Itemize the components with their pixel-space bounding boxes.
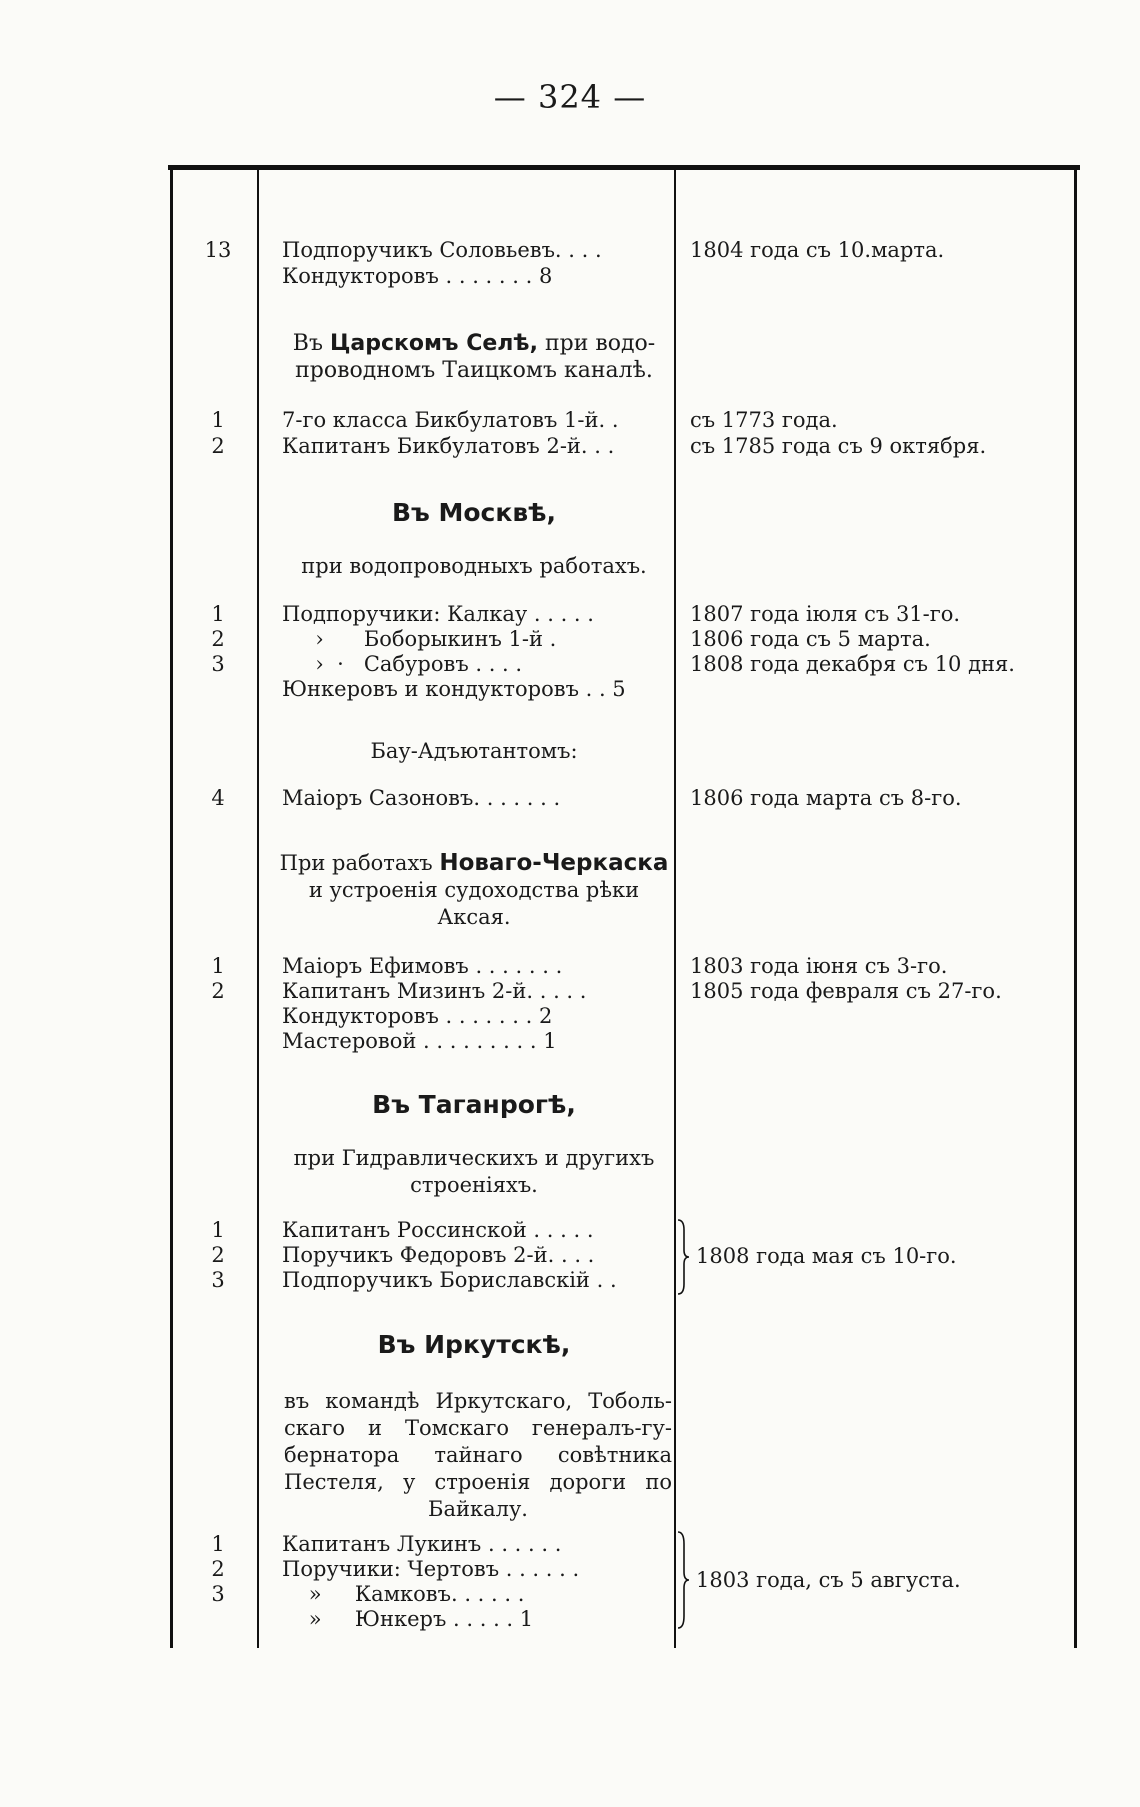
- group-date: 1808 года мая съ 10-го.: [696, 1244, 957, 1268]
- count-text: Кондукторовъ . . . . . . . 2: [282, 1004, 553, 1028]
- row-number: 4: [211, 786, 225, 810]
- count-text: » Юнкеръ . . . . . 1: [282, 1607, 534, 1631]
- table-row: [0, 408, 1140, 436]
- group-date: 1803 года, съ 5 августа.: [696, 1568, 961, 1592]
- table-row: [0, 1532, 1140, 1560]
- section-description-irkutsk: въ командѣ Иркутскаго, Тоболь- скаго и Томскаго генералъ-гу- бернатора тайнаго совѣтника Пестеля, у строенія дороги по Байкалу.: [284, 1389, 672, 1521]
- table-row: [0, 238, 1140, 266]
- row-name: Капитанъ Лукинъ . . . . . .: [282, 1532, 562, 1556]
- row-number: 1: [211, 954, 225, 978]
- row-number: 13: [204, 238, 232, 262]
- count-text: Юнкеровъ и кондукторовъ . . 5: [282, 677, 626, 701]
- row-date: съ 1773 года.: [690, 408, 838, 432]
- row-number: 2: [211, 627, 225, 651]
- table-row: [0, 627, 1140, 655]
- count-row: [0, 1004, 1140, 1032]
- row-date: 1805 года февраля съ 27-го.: [690, 979, 1002, 1003]
- row-name: Маіоръ Сазоновъ. . . . . . .: [282, 786, 561, 810]
- row-number: 2: [211, 1557, 225, 1581]
- count-row: [0, 1029, 1140, 1057]
- count-row: [0, 1607, 1140, 1635]
- table-row: [0, 602, 1140, 630]
- row-number: 3: [211, 1582, 225, 1606]
- row-name: » Камковъ. . . . . .: [282, 1582, 525, 1606]
- row-name: Подпоручикъ Соловьевъ. . . .: [282, 238, 602, 262]
- table-row: [0, 979, 1140, 1007]
- row-name: 7-го класса Бикбулатовъ 1-й. .: [282, 408, 619, 432]
- row-name: Поручикъ Федоровъ 2-й. . . .: [282, 1243, 595, 1267]
- count-text: Мастеровой . . . . . . . . . 1: [282, 1029, 557, 1053]
- section-heading-moscow: Въ Москвѣ,: [391, 498, 557, 527]
- row-name: Маіоръ Ефимовъ . . . . . . .: [282, 954, 563, 978]
- section-heading-taganrog: Въ Таганрогѣ,: [372, 1090, 576, 1119]
- count-row: [0, 264, 1140, 292]
- column-divider-date: [674, 168, 676, 1648]
- table-row: [0, 652, 1140, 680]
- row-name: › Боборыкинъ 1-й .: [282, 627, 557, 651]
- count-row: [0, 677, 1140, 705]
- table-left-border: [170, 168, 173, 1648]
- row-name: Капитанъ Мизинъ 2-й. . . . .: [282, 979, 587, 1003]
- row-date: 1803 года іюня съ 3-го.: [690, 954, 948, 978]
- section-subheading-taganrog: при Гидравлическихъ и другихъ строеніяхъ.: [293, 1146, 655, 1197]
- table-row: [0, 1218, 1140, 1246]
- count-text: Кондукторовъ . . . . . . . 8: [282, 264, 553, 288]
- row-date: 1804 года съ 10.марта.: [690, 238, 945, 262]
- table-right-border: [1074, 168, 1077, 1648]
- section-heading-tsarskoe: Въ Царскомъ Селѣ, при водо- проводномъ Таицкомъ каналѣ.: [292, 331, 656, 383]
- column-divider-number: [257, 168, 259, 1648]
- row-number: 3: [211, 1268, 225, 1292]
- row-number: 2: [211, 979, 225, 1003]
- table-row: [0, 1582, 1140, 1610]
- row-date: 1808 года декабря съ 10 дня.: [690, 652, 1015, 676]
- row-number: 1: [211, 1218, 225, 1242]
- row-number: 1: [211, 1532, 225, 1556]
- row-date: 1807 года іюля съ 31-го.: [690, 602, 961, 626]
- adjutant-label: Бау-Адъютантомъ:: [370, 739, 578, 763]
- table-row: [0, 1243, 1140, 1271]
- section-subheading-moscow: при водопроводныхъ работахъ.: [301, 554, 647, 578]
- row-name: Подпоручикъ Бориславскій . .: [282, 1268, 617, 1292]
- table-row: [0, 786, 1140, 814]
- group-brace: [676, 1530, 690, 1630]
- row-number: 1: [211, 602, 225, 626]
- row-name: Подпоручики: Калкау . . . . .: [282, 602, 594, 626]
- row-name: Поручики: Чертовъ . . . . . .: [282, 1557, 580, 1581]
- row-number: 2: [211, 434, 225, 458]
- section-heading-novocherkassk: При работахъ Новаго-Черкаска и устроенія судоходства рѣки Аксая.: [279, 850, 669, 929]
- table-row: [0, 434, 1140, 462]
- row-name: Капитанъ Бикбулатовъ 2-й. . .: [282, 434, 615, 458]
- section-heading-irkutsk: Въ Иркутскѣ,: [377, 1330, 571, 1359]
- table-row: [0, 1268, 1140, 1296]
- row-date: 1806 года марта съ 8-го.: [690, 786, 962, 810]
- table-row: [0, 1557, 1140, 1585]
- row-date: 1806 года съ 5 марта.: [690, 627, 931, 651]
- row-name: Капитанъ Россинской . . . . .: [282, 1218, 594, 1242]
- row-name: › · Сабуровъ . . . .: [282, 652, 523, 676]
- table-row: [0, 954, 1140, 982]
- group-brace: [676, 1218, 690, 1296]
- page-number: — 324 —: [493, 78, 647, 116]
- row-number: 2: [211, 1243, 225, 1267]
- table-top-rule: [168, 165, 1080, 170]
- row-number: 1: [211, 408, 225, 432]
- row-date: съ 1785 года съ 9 октября.: [690, 434, 987, 458]
- row-number: 3: [211, 652, 225, 676]
